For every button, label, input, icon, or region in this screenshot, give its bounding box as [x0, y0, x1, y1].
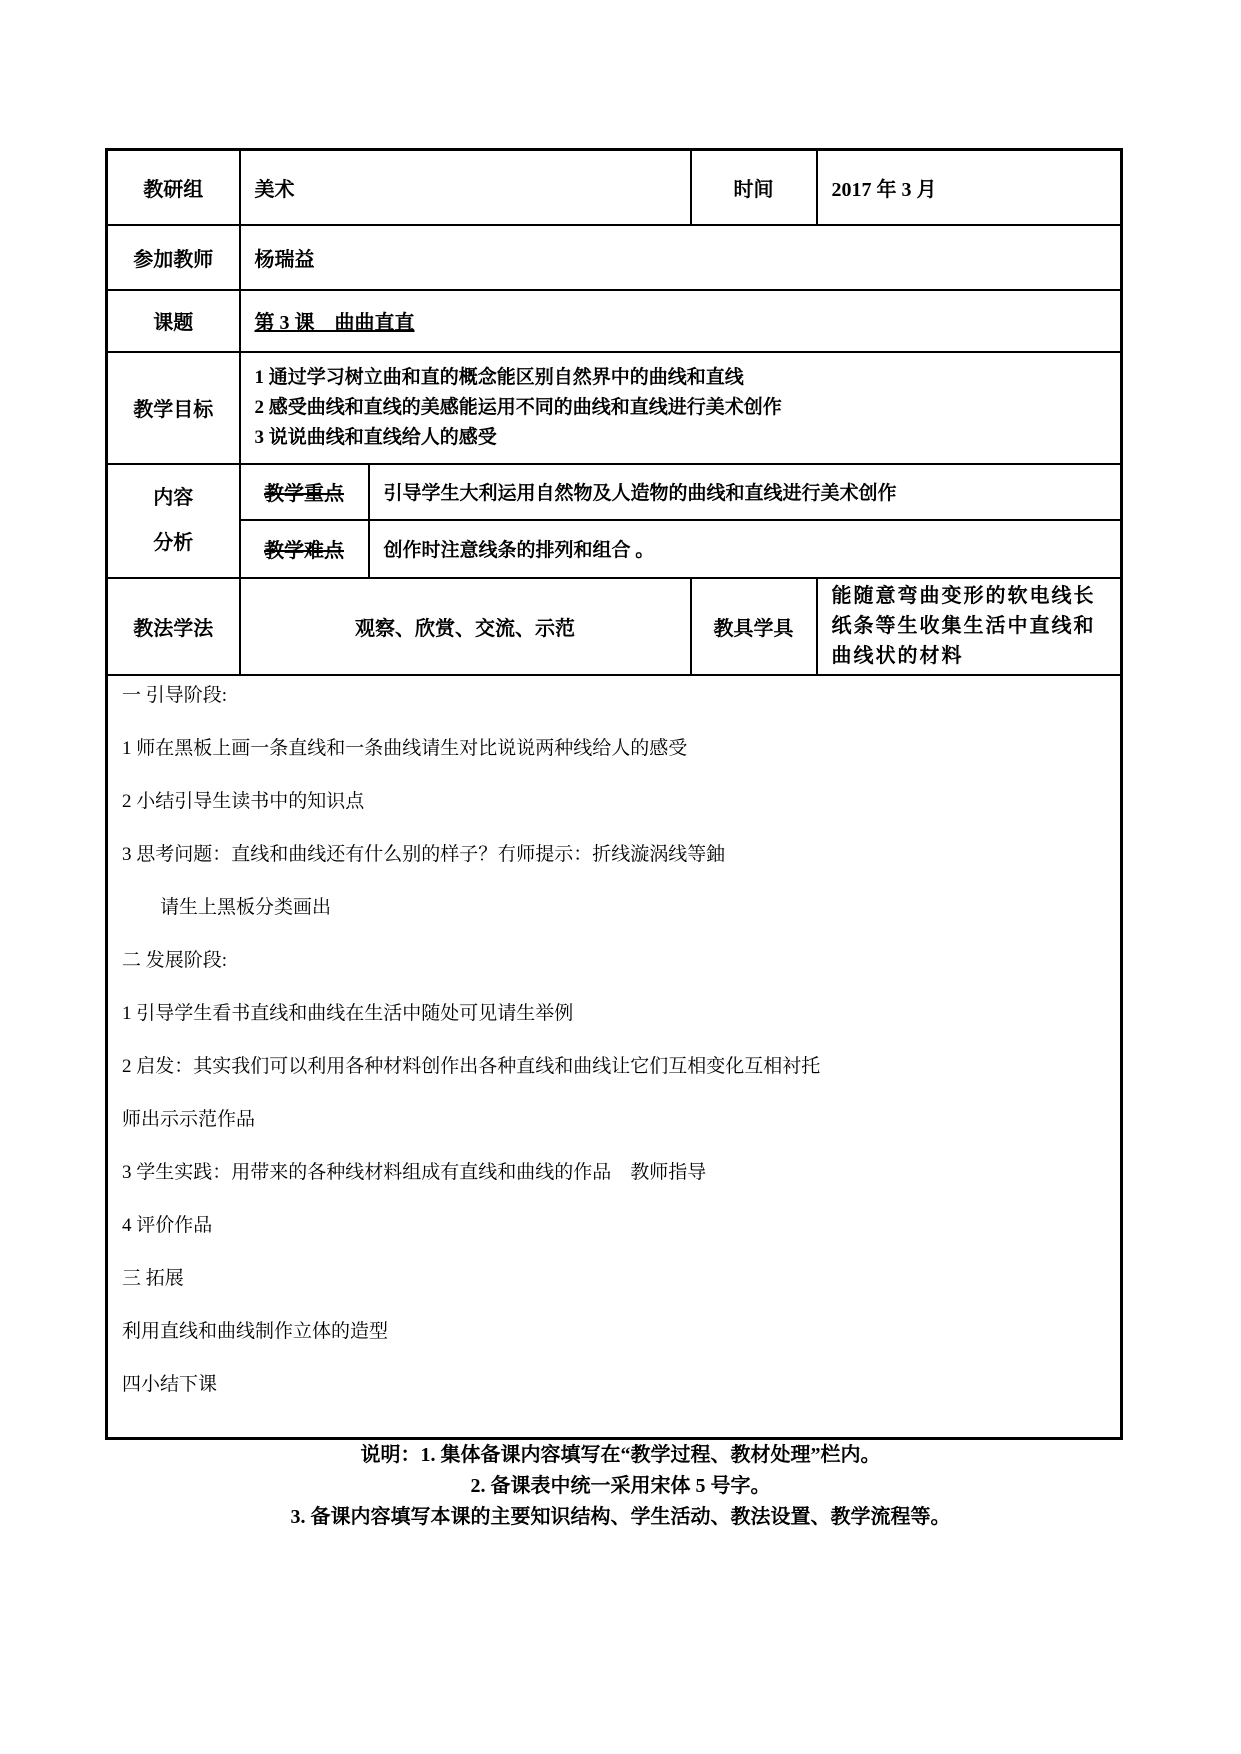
row-process — [107, 675, 1122, 1439]
footer-note-1: 说明：1. 集体备课内容填写在“教学过程、教材处理”栏内。 — [360, 1444, 881, 1466]
process-paragraph: 师出示示范作品 — [122, 1109, 256, 1131]
difficulty-label-text: 教学难点 — [264, 540, 344, 562]
row-difficulty — [107, 520, 1122, 578]
content-analysis-label — [107, 464, 240, 578]
methods-label: 教法学法 — [107, 578, 240, 675]
row-goals — [107, 352, 1122, 464]
focus-label-text: 教学重点 — [264, 483, 344, 505]
row-teaching-group — [107, 150, 1122, 225]
difficulty-label — [240, 520, 369, 578]
teaching-group-label: 教研组 — [107, 150, 240, 225]
content-analysis-label-line1: 内容 — [153, 486, 194, 509]
topic-title-text: 第 3 课 曲曲直直 — [254, 312, 415, 334]
teaching-group-value: 美术 — [240, 150, 691, 225]
topic-value — [240, 290, 1122, 352]
goal-line-1: 1 通过学习树立曲和直的概念能区别自然界中的曲线和直线 — [254, 366, 744, 388]
methods-value: 观察、欣赏、交流、示范 — [240, 578, 691, 675]
goals-label: 教学目标 — [107, 352, 240, 464]
process-paragraph: 四小结下课 — [122, 1374, 218, 1396]
teaching-process-cell — [107, 675, 1122, 1439]
process-paragraph: 二 发展阶段: — [122, 950, 228, 972]
process-paragraph: 3 思考问题：直线和曲线还有什么别的样子？冇师提示：折线漩涡线等鈾 — [122, 844, 726, 866]
row-methods — [107, 578, 1122, 675]
row-topic — [107, 290, 1122, 352]
row-teachers — [107, 225, 1122, 290]
time-value: 2017 年 3 月 — [817, 150, 1122, 225]
lesson-plan-table — [105, 148, 1123, 1440]
footer-note-2: 2. 备课表中统一采用宋体 5 号字。 — [470, 1475, 771, 1497]
process-paragraph: 3 学生实践：用带来的各种线材料组成有直线和曲线的作品 教师指导 — [122, 1162, 707, 1184]
tools-value: 能随意弯曲变形的软电线长纸条等生收集生活中直线和曲线状的材料 — [817, 578, 1122, 675]
process-paragraph: 2 小结引导生读书中的知识点 — [122, 791, 365, 813]
tools-label: 教具学具 — [691, 578, 817, 675]
footer-note-3: 3. 备课内容填写本课的主要知识结构、学生活动、教法设置、教学流程等。 — [290, 1506, 951, 1528]
process-paragraph: 一 引导阶段: — [122, 685, 228, 707]
goal-line-3: 3 说说曲线和直线给人的感受 — [254, 426, 497, 448]
teachers-value: 杨瑞益 — [240, 225, 1122, 290]
process-paragraph: 2 启发：其实我们可以利用各种材料创作出各种直线和曲线让它们互相变化互相衬托 — [122, 1056, 821, 1078]
row-focus — [107, 464, 1122, 520]
process-paragraph: 三 拓展 — [122, 1268, 184, 1290]
focus-value: 引导学生大利运用自然物及人造物的曲线和直线进行美术创作 — [369, 464, 1122, 520]
process-paragraph: 1 师在黑板上画一条直线和一条曲线请生对比说说两种线给人的感受 — [122, 738, 688, 760]
focus-label — [240, 464, 369, 520]
process-paragraph: 1 引导学生看书直线和曲线在生活中随处可见请生举例 — [122, 1003, 574, 1025]
process-paragraph: 4 评价作品 — [122, 1215, 213, 1237]
goal-line-2: 2 感受曲线和直线的美感能运用不同的曲线和直线进行美术创作 — [254, 396, 782, 418]
topic-label: 课题 — [107, 290, 240, 352]
teachers-label: 参加教师 — [107, 225, 240, 290]
difficulty-value: 创作时注意线条的排列和组合 。 — [369, 520, 1122, 578]
time-label: 时间 — [691, 150, 817, 225]
content-analysis-label-line2: 分析 — [153, 531, 194, 554]
goals-value — [240, 352, 1122, 464]
process-paragraph: 请生上黑板分类画出 — [160, 897, 332, 919]
process-paragraph: 利用直线和曲线制作立体的造型 — [122, 1321, 389, 1343]
footer-notes — [0, 1444, 1241, 1537]
